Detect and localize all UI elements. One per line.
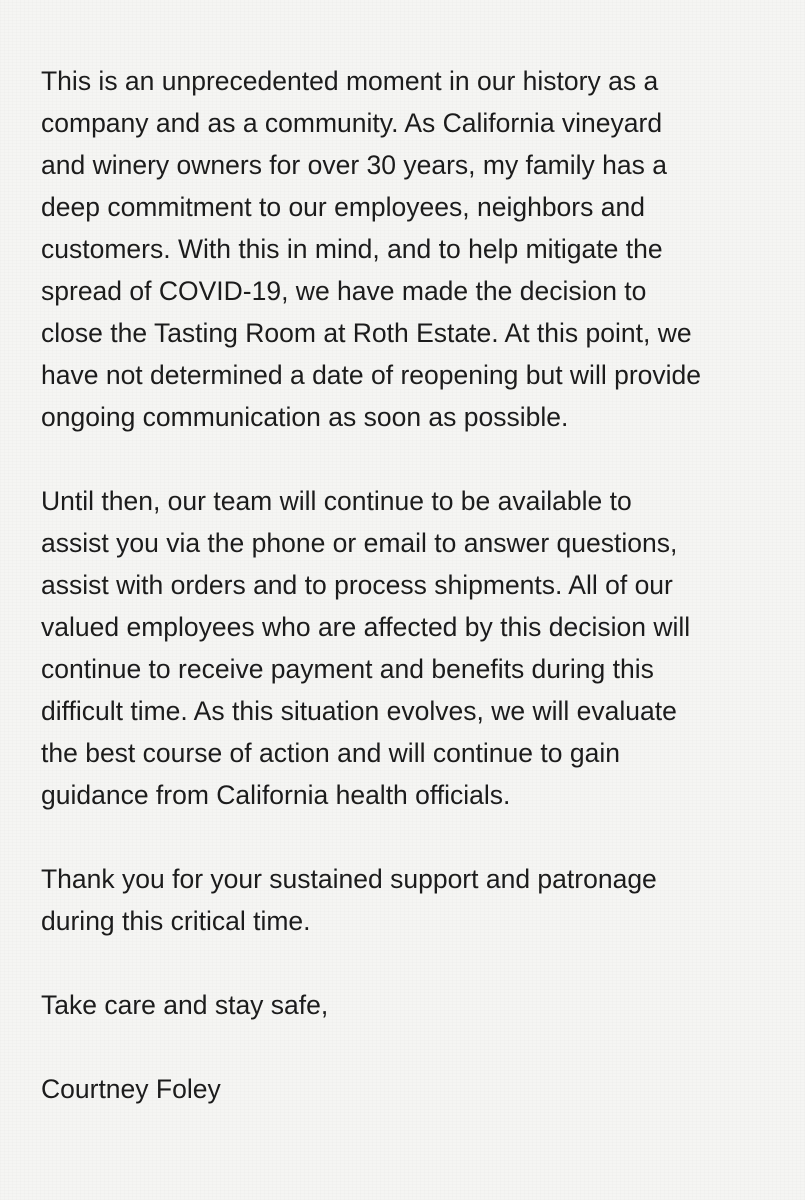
signature-name: Courtney Foley: [41, 1074, 221, 1104]
paragraph-1-line: close the Tasting Room at Roth Estate. At this point, we: [41, 318, 692, 348]
paragraph-3-line: Thank you for your sustained support and patronage: [41, 864, 657, 894]
closing-text: Take care and stay safe,: [41, 990, 329, 1020]
paragraph-1: [41, 60, 781, 438]
paragraph-2-line: continue to receive payment and benefits during this: [41, 654, 654, 684]
paragraph-2-line: the best course of action and will continue to gain: [41, 738, 620, 768]
paragraph-2-line: difficult time. As this situation evolves, we will evaluate: [41, 696, 677, 726]
paragraph-2-line: valued employees who are affected by this decision will: [41, 612, 691, 642]
paragraph-1-line: and winery owners for over 30 years, my family has a: [41, 150, 667, 180]
paragraph-2: [41, 480, 781, 816]
paragraph-1-line: customers. With this in mind, and to help mitigate the: [41, 234, 663, 264]
signature-line: [41, 1068, 781, 1110]
paragraph-gap: [41, 438, 781, 480]
closing-line: [41, 984, 781, 1026]
paragraph-2-line: Until then, our team will continue to be available to: [41, 486, 632, 516]
paragraph-1-line: company and as a community. As California vineyard: [41, 108, 663, 138]
paragraph-1-line: ongoing communication as soon as possible.: [41, 402, 569, 432]
paragraph-1-line: have not determined a date of reopening but will provide: [41, 360, 701, 390]
paragraph-gap: [41, 1026, 781, 1068]
paragraph-1-line: deep commitment to our employees, neighbors and: [41, 192, 645, 222]
paragraph-1-line: This is an unprecedented moment in our history as a: [41, 66, 659, 96]
letter-body: [41, 60, 781, 1110]
paragraph-3-line: during this critical time.: [41, 906, 311, 936]
paragraph-3: [41, 858, 781, 942]
paragraph-1-line: spread of COVID-19, we have made the decision to: [41, 276, 647, 306]
paragraph-2-line: assist you via the phone or email to answer questions,: [41, 528, 678, 558]
paragraph-2-line: guidance from California health officials.: [41, 780, 511, 810]
paragraph-2-line: assist with orders and to process shipments. All of our: [41, 570, 673, 600]
paragraph-gap: [41, 816, 781, 858]
paragraph-gap: [41, 942, 781, 984]
